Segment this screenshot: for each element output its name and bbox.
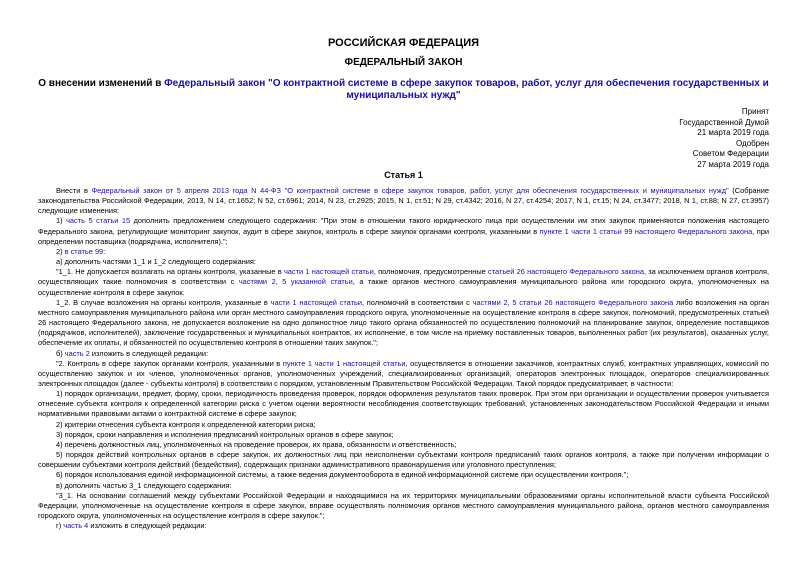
paragraph: в) дополнить частью 3_1 следующего содержания: (56, 480, 232, 490)
paragraph: 4) перечень должностных лиц, уполномоченных на проведение проверок, их права, обязанности и ответственность; (56, 439, 457, 449)
article-title: Статья 1 (384, 170, 423, 180)
paragraph (38, 247, 769, 257)
paragraph: а) дополнить частями 1_1 и 1_2 следующего содержания: (56, 257, 256, 267)
accepted-label: Принят (741, 107, 769, 116)
text: : (103, 246, 106, 256)
law-title-link[interactable]: Федеральный закон "О контрактной системе в сфере закупок товаров, работ, услуг для обеспечения государственных и муниципальных нужд" (164, 78, 769, 101)
approved-by: Советом Федерации (692, 149, 769, 158)
text: "2. Контроль в сфере закупок органами контроля, указанными в (56, 358, 283, 368)
approved-label: Одобрен (735, 138, 769, 148)
article-reference-link[interactable]: части 1 настоящей статьи (270, 297, 362, 307)
article-reference-link[interactable]: частями 2, 5 указанной статьи (238, 277, 353, 287)
country-heading: РОССИЙСКАЯ ФЕДЕРАЦИЯ (327, 37, 480, 49)
paragraph (38, 521, 769, 531)
paragraph: 1) порядок организации, предмет, форму, сроки, периодичность проведения проверок, порядок оформления результатов таких проверок. При этом при организации и осуществлении проверок учитывается отнесение субъекта контроля к определенной категории риска с учетом оценки вероятности несоблюдения соответствующих требований, установленных законодательством Российской Федерации и иными нормативными правовыми актами о контрактной системе в сфере закупок; (38, 389, 769, 419)
text: изложить в следующей редакции: (88, 521, 207, 531)
paragraph: 5) порядок действий контрольных органов в сфере закупок, их должностных лиц при неисполнении субъектами контроля предписаний таких органов контроля, а также при получении информации о совершении субъектами контроля действий (бездействия), содержащих признаки административного правонарушения или уголовного преступления; (38, 450, 769, 470)
article-reference-link[interactable]: части 1 настоящей статьи (283, 267, 374, 277)
text: г) (56, 521, 64, 531)
text: , при определении поставщика (подрядчика, исполнителя)."; (38, 226, 769, 246)
text: , полномочий в соответствии с (362, 297, 473, 307)
text: , за исключением органов контроля, осуществляющих такие полномочия в соответствии с (38, 267, 769, 287)
law-title (30, 78, 777, 102)
text: 1_2. В случае возложения на органы контроля, указанные в (56, 297, 271, 307)
article-reference-link[interactable]: часть 4 (63, 521, 89, 531)
article-reference-link[interactable]: часть 2 (64, 348, 90, 358)
law-type-heading: ФЕДЕРАЛЬНЫЙ ЗАКОН (344, 57, 463, 68)
accepted-date: 21 марта 2019 года (697, 128, 769, 137)
text: Внести в (56, 186, 92, 195)
paragraph: 3) порядок, сроки направления и исполнения предписаний контрольных органов в сфере закупок; (56, 429, 394, 439)
paragraph (38, 298, 769, 349)
paragraph: "3_1. На основании соглашений между субъектами Российской Федерации и находящимися на их территориях муниципальными образованиями органы исполнительной власти субъекта Российской Федерации, уполномоченные на осуществление контроля в сфере закупок, вправе осуществлять полномочия органов местного самоуправления муниципального района, органов местного самоуправления городского округа, уполномоченных на осуществление контроля в сфере закупок."; (38, 490, 769, 520)
article-reference-link[interactable]: часть 5 статьи 15 (66, 216, 131, 226)
text: , осуществляется в отношении заказчиков, контрактных служб, контрактных управляющих, комиссий по осуществлению закупок и их членов, уполномоченных органов, уполномоченных учреждений, специализированных организаций, операторов электронных площадок, операторов специализированных электронных площадок (далее - субъекты контроля) в соответствии с порядком, установленным Правительством Российской Федерации. Такой порядок предусматривает, в частности: (38, 358, 769, 388)
paragraph (38, 359, 769, 389)
text: 2) (56, 246, 65, 256)
article-reference-link[interactable]: частями 2, 5 статьи 26 настоящего Федерального закона (472, 297, 674, 307)
text: б) (56, 348, 65, 358)
text: "1_1. Не допускается возлагать на органы контроля, указанные в (56, 267, 284, 277)
article-reference-link[interactable]: в статье 99 (64, 246, 104, 256)
text: , а также органов местного самоуправления муниципального района или городского округа, уполномоченных на осуществление контроля в сфере закупок. (38, 277, 770, 297)
text: (Собрание законодательства Российской Федерации, 2013, N 14, ст.1652; N 52, ст.6961; 2014, N 23, ст.2925; 2015, N 1, ст.51; N 29, ст.4342; 2016, N 27, ст.4254; 2017, N 1, ст.15; N 24, ст.3477; 2018, N 1, ст.88; N 27, ст.3957) следующие изменения: (38, 186, 769, 216)
approved-date: 27 марта 2019 года (697, 159, 769, 169)
accepted-by: Государственной Думой (679, 117, 769, 127)
paragraph (38, 349, 769, 359)
paragraph: 2) критерии отнесения субъекта контроля к определенной категории риска; (56, 419, 316, 429)
text: 1) (56, 216, 67, 226)
article-body (38, 186, 769, 531)
paragraph (38, 267, 769, 297)
text: , полномочия, предусмотренные (373, 267, 488, 277)
adoption-block (569, 107, 769, 170)
paragraph (38, 186, 769, 216)
article-reference-link[interactable]: пункте 1 части 1 настоящей статьи (282, 358, 406, 368)
text: дополнить предложением следующего содержания: "При этом в отношении такого юридического лица при осуществлении им этих закупок применяются положения настоящего Федерального закона, регулирующие мониторинг закупок, аудит в сфере закупок, контроль в сфере закупок органами контроля, указанными в (38, 216, 770, 236)
article-reference-link[interactable]: статьей 26 настоящего Федерального закона (488, 267, 644, 277)
article-reference-link[interactable]: пункте 1 части 1 статьи 99 настоящего Федерального закона (539, 226, 753, 236)
text: изложить в следующей редакции: (89, 348, 209, 358)
paragraph: 6) порядок использования единой информационной системы, а также ведения документооборота в единой информационной системе при осуществлении контроля."; (56, 470, 629, 480)
law-reference-link[interactable]: Федеральный закон от 5 апреля 2013 года N 44-ФЗ "О контрактной системе в сфере закупок товаров, работ, услуг для обеспечения государственных и муниципальных нужд" (91, 186, 729, 195)
text: либо возложения на орган местного самоуправления муниципального района или орган местного самоуправления городского округа, уполномоченные на осуществление контроля в сфере закупок, полномочий, предусмотренных статьей 26 настоящего Федерального закона, не допускается возложение на одно должностное лицо такого органа обязанностей по осуществлению полномочий на планирование закупок, определение поставщиков (подрядчиков, исполнителей), заключение государственных и муниципальных контрактов, их исполнение, в том числе на приемку поставленных товаров, выполненных работ (их результатов), оказанных услуг, обеспечение их оплаты, и обязанностей по осуществлению контроля в отношении таких закупок."; (38, 297, 769, 348)
law-title-prefix: О внесении изменений в (38, 78, 165, 89)
paragraph (38, 216, 769, 246)
